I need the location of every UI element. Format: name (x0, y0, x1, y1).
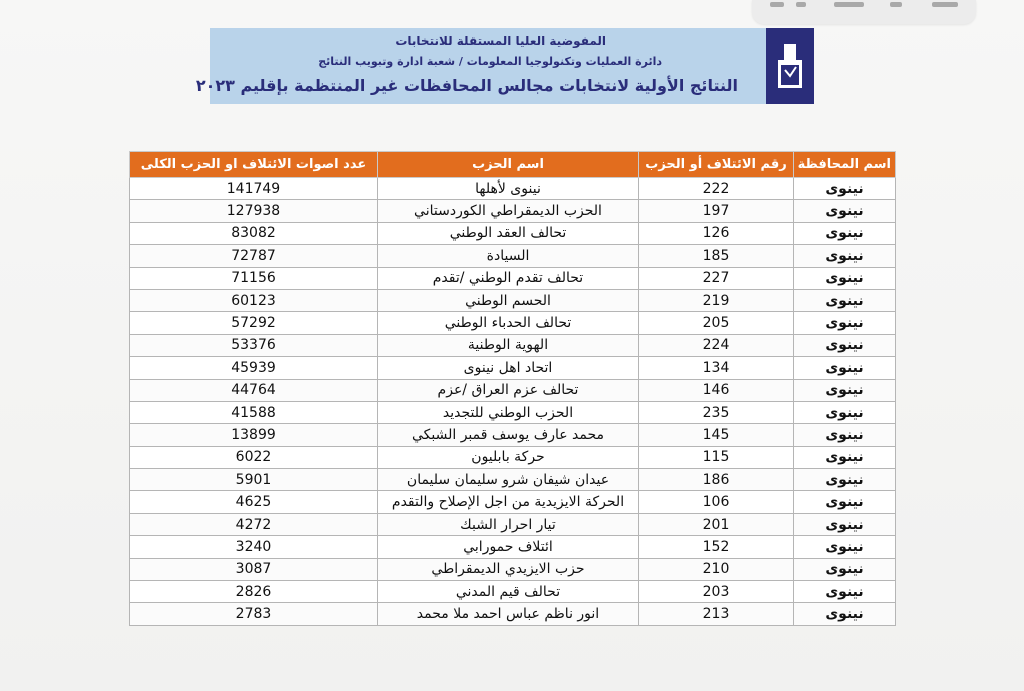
cell-party: انور ناظم عباس احمد ملا محمد (378, 603, 639, 625)
cell-party: تحالف عزم العراق /عزم (378, 379, 639, 401)
cell-number: 222 (639, 178, 794, 200)
table-row (130, 289, 896, 311)
cell-party: الحسم الوطني (378, 289, 639, 311)
cell-province: نينوى (794, 312, 896, 334)
column-header-number: رقم الائتلاف أو الحزب (639, 152, 794, 178)
column-header-votes: عدد اصوات الائتلاف او الحزب الكلى (130, 152, 378, 178)
commission-name: المفوضية العليا المستقلة للانتخابات (395, 34, 606, 48)
cell-party: اتحاد اهل نينوى (378, 357, 639, 379)
table-row (130, 357, 896, 379)
cell-province: نينوى (794, 357, 896, 379)
cell-number: 205 (639, 312, 794, 334)
header-banner (195, 28, 814, 104)
cell-votes: 71156 (130, 267, 378, 289)
cell-party: تحالف تقدم الوطني /تقدم (378, 267, 639, 289)
cell-province: نينوى (794, 558, 896, 580)
cell-number: 227 (639, 267, 794, 289)
document-title: النتائج الأولية لانتخابات مجالس المحافظات غير المنتظمة بإقليم ٢٠٢٣ (195, 76, 738, 95)
cell-number: 219 (639, 289, 794, 311)
cell-number: 146 (639, 379, 794, 401)
cell-number: 152 (639, 536, 794, 558)
cell-votes: 6022 (130, 446, 378, 468)
table-row (130, 558, 896, 580)
cell-province: نينوى (794, 581, 896, 603)
cell-party: الحزب الوطني للتجديد (378, 401, 639, 423)
cell-party: الحزب الديمقراطي الكوردستاني (378, 200, 639, 222)
table-row (130, 200, 896, 222)
cell-votes: 3087 (130, 558, 378, 580)
cell-number: 235 (639, 401, 794, 423)
cell-province: نينوى (794, 222, 896, 244)
cell-number: 186 (639, 469, 794, 491)
cell-province: نينوى (794, 245, 896, 267)
cell-province: نينوى (794, 267, 896, 289)
cell-province: نينوى (794, 289, 896, 311)
cell-province: نينوى (794, 401, 896, 423)
cell-province: نينوى (794, 200, 896, 222)
cell-province: نينوى (794, 536, 896, 558)
table-row (130, 446, 896, 468)
table-row (130, 536, 896, 558)
cell-votes: 2783 (130, 603, 378, 625)
cell-votes: 5901 (130, 469, 378, 491)
top-toolbar-fragment (752, 0, 976, 24)
cell-party: تحالف الحدباء الوطني (378, 312, 639, 334)
cell-party: محمد عارف يوسف قمبر الشبكي (378, 424, 639, 446)
cell-number: 210 (639, 558, 794, 580)
column-header-province: اسم المحافظة (794, 152, 896, 178)
cell-province: نينوى (794, 334, 896, 356)
department-name: دائرة العمليات وتكنولوجيا المعلومات / شعبة ادارة وتبويب النتائج (318, 55, 662, 68)
cell-votes: 83082 (130, 222, 378, 244)
table-row (130, 267, 896, 289)
cell-number: 115 (639, 446, 794, 468)
cell-party: تحالف قيم المدني (378, 581, 639, 603)
cell-province: نينوى (794, 513, 896, 535)
cell-votes: 2826 (130, 581, 378, 603)
cell-number: 185 (639, 245, 794, 267)
table-row (130, 401, 896, 423)
ballot-box-icon (766, 28, 814, 104)
cell-number: 106 (639, 491, 794, 513)
cell-province: نينوى (794, 446, 896, 468)
cell-votes: 4625 (130, 491, 378, 513)
column-header-party: اسم الحزب (378, 152, 639, 178)
cell-number: 134 (639, 357, 794, 379)
table-row (130, 469, 896, 491)
table-row (130, 178, 896, 200)
table-header-row (130, 152, 896, 178)
cell-party: الهوية الوطنية (378, 334, 639, 356)
cell-number: 224 (639, 334, 794, 356)
cell-province: نينوى (794, 491, 896, 513)
results-table (129, 151, 896, 626)
cell-party: نينوى لأهلها (378, 178, 639, 200)
cell-number: 201 (639, 513, 794, 535)
cell-votes: 41588 (130, 401, 378, 423)
cell-votes: 60123 (130, 289, 378, 311)
table-row (130, 513, 896, 535)
cell-number: 203 (639, 581, 794, 603)
cell-party: تيار احرار الشبك (378, 513, 639, 535)
cell-party: ائتلاف حمورابي (378, 536, 639, 558)
cell-number: 213 (639, 603, 794, 625)
cell-votes: 45939 (130, 357, 378, 379)
cell-number: 126 (639, 222, 794, 244)
cell-province: نينوى (794, 379, 896, 401)
cell-party: السيادة (378, 245, 639, 267)
cell-province: نينوى (794, 603, 896, 625)
cell-votes: 44764 (130, 379, 378, 401)
table-row (130, 312, 896, 334)
cell-votes: 127938 (130, 200, 378, 222)
cell-party: الحركة الايزيدية من اجل الإصلاح والتقدم (378, 491, 639, 513)
cell-province: نينوى (794, 424, 896, 446)
cell-votes: 72787 (130, 245, 378, 267)
cell-votes: 141749 (130, 178, 378, 200)
table-row (130, 581, 896, 603)
table-row (130, 334, 896, 356)
cell-province: نينوى (794, 178, 896, 200)
cell-votes: 4272 (130, 513, 378, 535)
cell-votes: 13899 (130, 424, 378, 446)
cell-votes: 53376 (130, 334, 378, 356)
cell-party: حركة بابليون (378, 446, 639, 468)
table-row (130, 222, 896, 244)
cell-province: نينوى (794, 469, 896, 491)
table-row (130, 245, 896, 267)
cell-party: عيدان شيفان شرو سليمان سليمان (378, 469, 639, 491)
cell-number: 197 (639, 200, 794, 222)
table-row (130, 424, 896, 446)
cell-number: 145 (639, 424, 794, 446)
table-row (130, 379, 896, 401)
cell-votes: 3240 (130, 536, 378, 558)
table-row (130, 491, 896, 513)
cell-party: تحالف العقد الوطني (378, 222, 639, 244)
table-row (130, 603, 896, 625)
cell-party: حزب الايزيدي الديمقراطي (378, 558, 639, 580)
cell-votes: 57292 (130, 312, 378, 334)
